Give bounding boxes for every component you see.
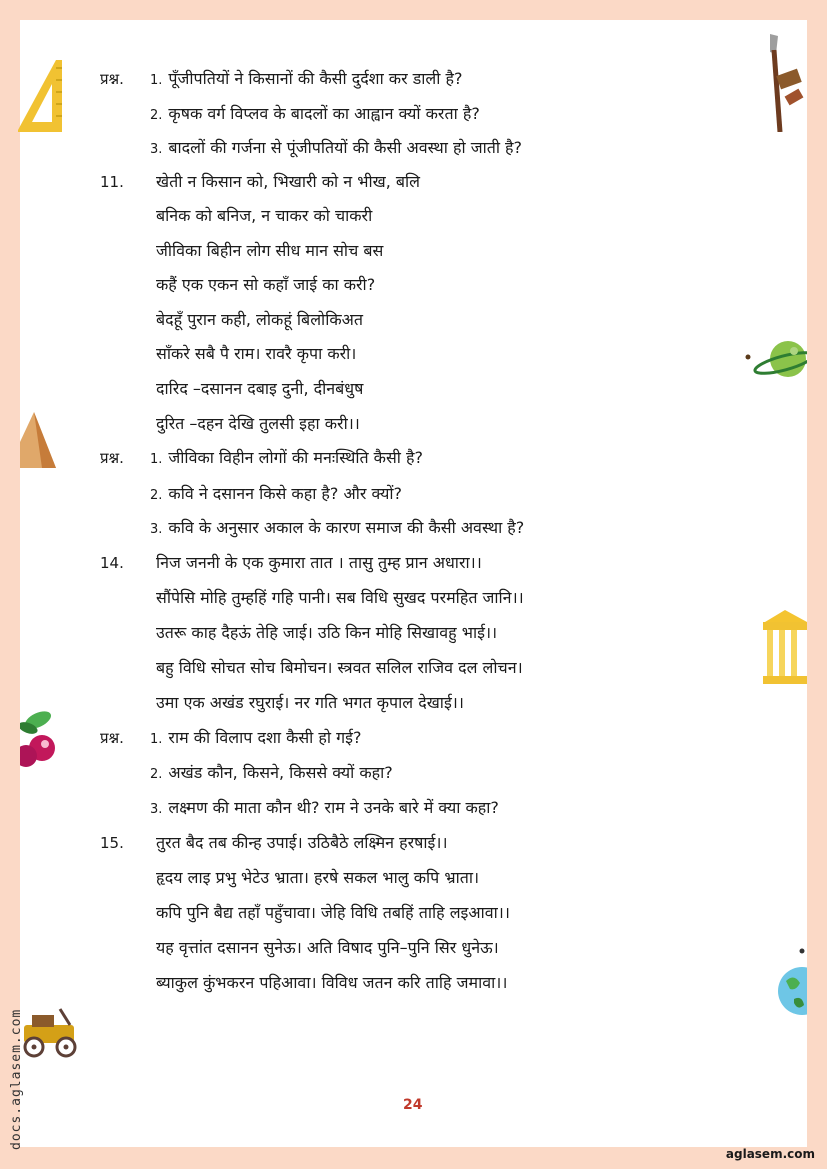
line-text-wrap [150,968,507,1000]
text-line [100,863,700,893]
line-text: खेती न किसान को, भिखारी को न भीख, बलि [156,172,421,191]
line-text-wrap [150,99,480,131]
line-text: कृषक वर्ग विप्लव के बादलों का आह्वान क्यों करता है? [168,104,480,123]
line-text-wrap [150,758,393,790]
line-text: सौंपेसि मोहि तुम्हहिं गहि पानी। सब विधि सुखद परमहित जानि।। [156,588,524,607]
line-text: बादलों की गर्जना से पूंजीपतियों की कैसी अवस्था हो जाती है? [168,138,523,157]
question-number: 3. [150,142,163,157]
line-text: कवि के अनुसार अकाल के कारण समाज की कैसी अवस्था है? [168,518,525,537]
side-watermark: docs.aglasem.com [9,1008,24,1150]
text-line [100,270,700,300]
text-line [100,409,700,439]
line-text-wrap [150,270,375,302]
line-label: 11. [100,173,124,191]
text-line [100,548,700,578]
text-line [100,688,700,718]
page-number: 24 [403,1097,423,1113]
line-text-wrap [150,479,402,511]
question-number: 3. [150,522,163,537]
line-text: कवि ने दसानन किसे कहा है? और क्यों? [168,484,402,503]
text-line [100,898,700,928]
line-text-wrap [150,443,423,475]
line-text-wrap [150,618,497,650]
line-text: अखंड कौन, किसने, किससे क्यों कहा? [168,763,393,782]
question-number: 3. [150,802,163,817]
line-text-wrap [150,409,360,441]
text-line [100,305,700,335]
ruler-triangle-icon [18,60,66,135]
line-text: बहु विधि सोचत सोच बिमोचन। स्त्रवत सलिल राजिव दल लोचन। [156,658,523,677]
line-text: हृदय लाइ प्रभु भेटेउ भ्राता। हरषे सकल भालु कपि भ्राता। [156,868,480,887]
line-text-wrap [150,201,372,233]
text-line [100,758,700,788]
text-line [100,167,700,197]
text-line [100,479,700,509]
line-text-wrap [150,653,523,685]
question-number: 2. [150,488,163,503]
text-line [100,201,700,231]
text-line [100,618,700,648]
line-text-wrap [150,236,383,268]
line-text-wrap [150,898,510,930]
text-line [100,64,700,94]
globe-icon [776,945,807,1021]
line-text: जीविका बिहीन लोग सीध मान सोच बस [156,241,384,260]
line-text-wrap [150,793,499,825]
footer-site-name[interactable]: aglasem.com [725,1147,815,1161]
line-text: साँकरे सबै पै राम। रावरै कृपा करी। [156,344,357,363]
line-label: प्रश्न. [100,70,124,88]
text-line [100,99,700,129]
vintage-car-icon [20,1005,82,1060]
line-text-wrap [150,374,363,406]
line-text: यह वृत्तांत दसानन सुनेऊ। अति विषाद पुनि–पुनि सिर धुनेऊ। [156,938,499,957]
question-number: 1. [150,452,163,467]
line-text: राम की विलाप दशा कैसी हो गई? [168,728,362,747]
line-text: दारिद –दसानन दबाइ दुनी, दीनबंधुष [156,379,364,398]
line-text-wrap [150,548,482,580]
line-text: जीविका विहीन लोगों की मनःस्थिति कैसी है? [168,448,423,467]
line-text: पूँजीपतियों ने किसानों की कैसी दुर्दशा कर डाली है? [168,69,463,88]
text-line [100,339,700,369]
line-text-wrap [150,513,524,545]
line-text: उमा एक अखंड रघुराई। नर गति भगत कृपाल देखाई।। [156,693,464,712]
line-label: 14. [100,554,124,572]
line-text-wrap [150,933,499,965]
fruit-leaves-icon [20,706,60,772]
line-text-wrap [150,339,356,371]
text-line [100,374,700,404]
line-text-wrap [150,863,479,895]
document-page [20,20,807,1147]
pyramid-icon [20,412,58,470]
text-line [100,828,700,858]
text-line [100,968,700,998]
line-text-wrap [150,828,448,860]
pillar-building-icon [761,608,807,688]
planet-icon [742,335,807,385]
line-text-wrap [150,583,524,615]
line-label: प्रश्न. [100,729,124,747]
line-text-wrap [150,723,362,755]
line-text-wrap [150,305,363,337]
line-text-wrap [150,133,522,165]
line-text: कहैं एक एकन सो कहाँ जाई का करी? [156,275,376,294]
line-text: निज जननी के एक कुमारा तात । तासु तुम्ह प्रान अधारा।। [156,553,482,572]
line-text: बनिक को बनिज, न चाकर को चाकरी [156,206,373,225]
text-line [100,793,700,823]
text-line [100,653,700,683]
question-number: 1. [150,73,163,88]
line-label: प्रश्न. [100,449,124,467]
question-number: 1. [150,732,163,747]
text-line [100,583,700,613]
line-text: तुरत बैद तब कीन्ह उपाई। उठिबैठे लक्ष्मिन हरषाई।। [156,833,448,852]
text-line [100,236,700,266]
line-text: लक्ष्मण की माता कौन थी? राम ने उनके बारे में क्या कहा? [168,798,499,817]
line-label: 15. [100,834,124,852]
text-line [100,133,700,163]
question-number: 2. [150,767,163,782]
line-text: बेदहूँ पुरान कही, लोकहूं बिलोकिअत [156,310,363,329]
text-line [100,443,700,473]
text-line [100,723,700,753]
line-text-wrap [150,167,420,199]
text-line [100,513,700,543]
line-text: उतरू काह दैहऊं तेहि जाई। उठि किन मोहि सिखावहु भाई।। [156,623,498,642]
text-line [100,933,700,963]
spear-axe-icon [764,32,807,132]
line-text: दुरित –दहन देखि तुलसी इहा करी।। [156,414,360,433]
line-text: ब्याकुल कुंभकरन पहिआवा। विविध जतन करि ताहि जमावा।। [156,973,508,992]
line-text: कपि पुनि बैद्य तहाँ पहुँचावा। जेहि विधि तबहिं ताहि लइआवा।। [156,903,510,922]
line-text-wrap [150,64,462,96]
line-text-wrap [150,688,464,720]
question-number: 2. [150,108,163,123]
